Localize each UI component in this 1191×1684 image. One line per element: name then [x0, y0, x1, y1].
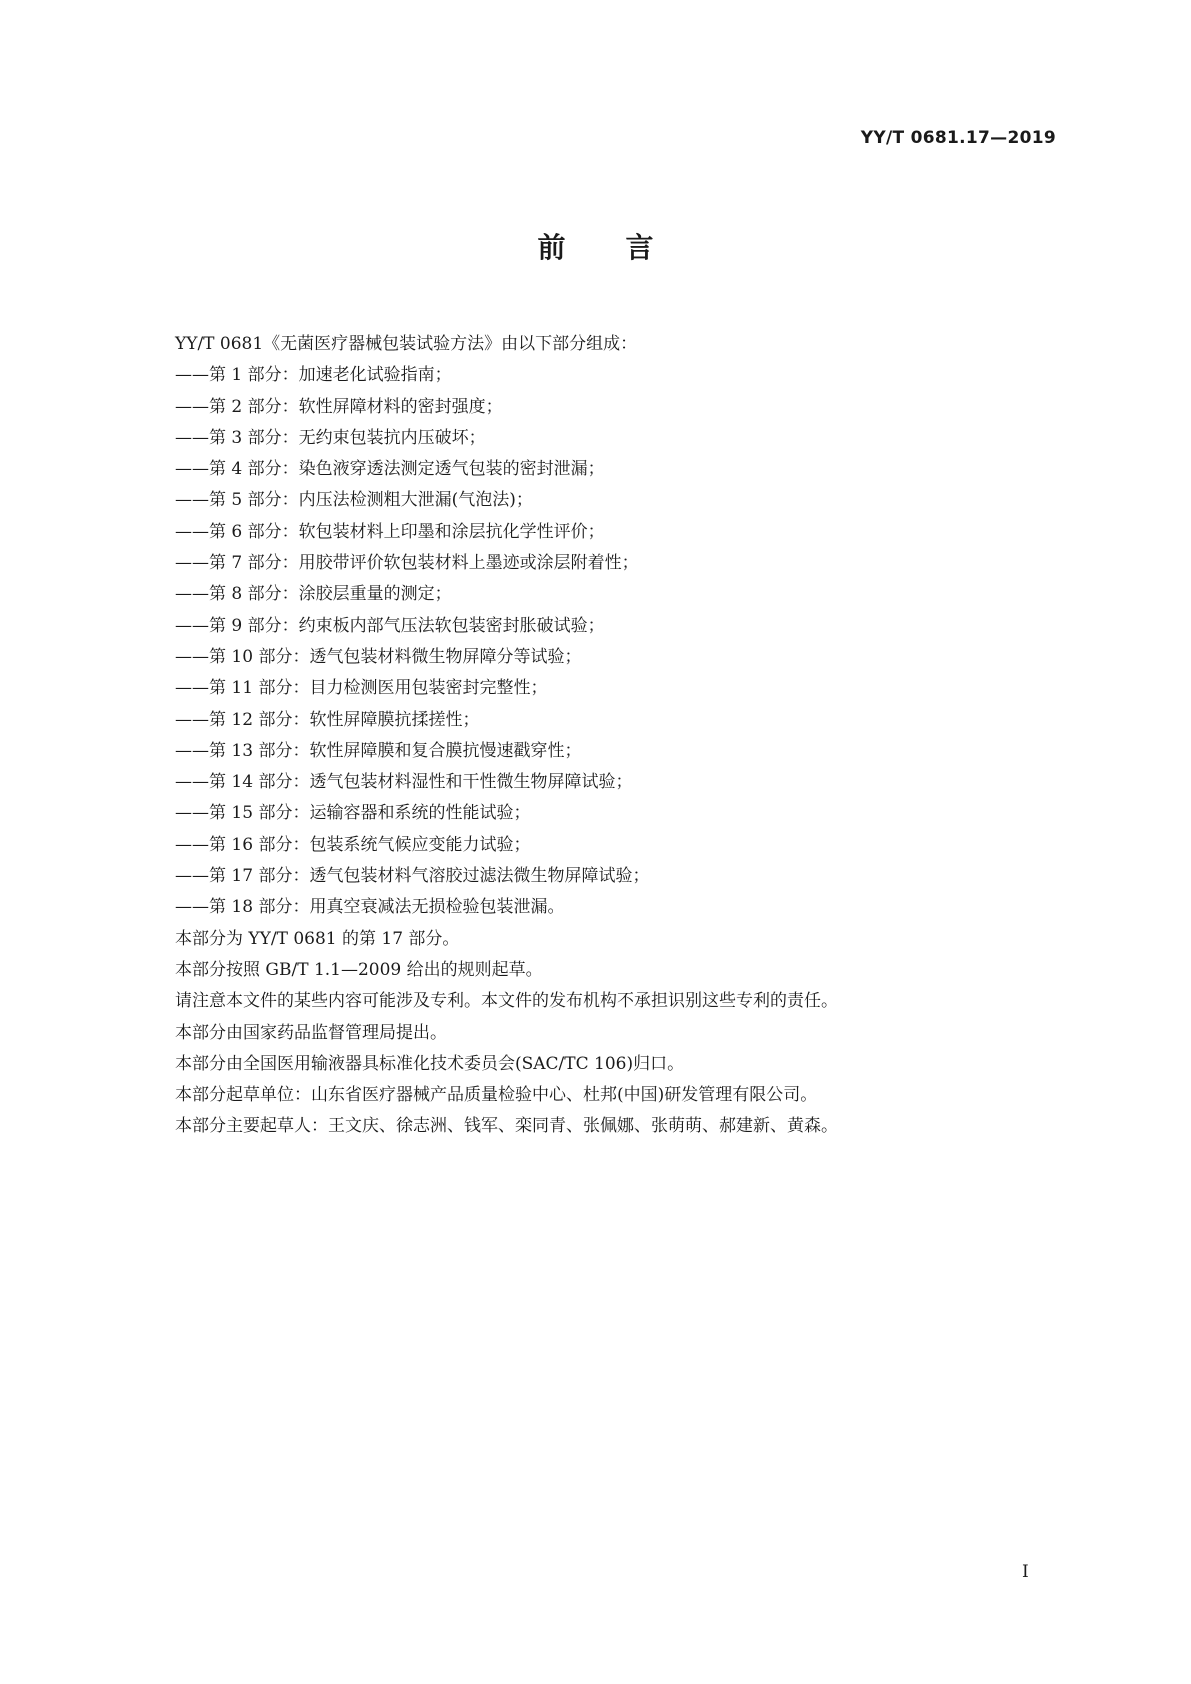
statement-paragraph: 本部分由全国医用输液器具标准化技术委员会(SAC/TC 106)归口。 — [175, 1053, 685, 1074]
list-item: ——第 12 部分：软性屏障膜抗揉搓性； — [175, 709, 480, 730]
statement-paragraph: 本部分起草单位：山东省医疗器械产品质量检验中心、杜邦(中国)研发管理有限公司。 — [175, 1085, 818, 1106]
list-item: ——第 7 部分：用胶带评价软包装材料上墨迹或涂层附着性； — [175, 553, 639, 574]
statement-paragraph: 本部分按照 GB/T 1.1—2009 给出的规则起草。 — [175, 959, 543, 980]
list-item: ——第 3 部分：无约束包装抗内压破坏； — [175, 427, 486, 448]
statement-paragraph: 本部分由国家药品监督管理局提出。 — [175, 1022, 447, 1043]
list-item: ——第 4 部分：染色液穿透法测定透气包装的密封泄漏； — [175, 459, 605, 480]
list-item: ——第 8 部分：涂胶层重量的测定； — [175, 584, 452, 605]
statement-paragraph: 请注意本文件的某些内容可能涉及专利。本文件的发布机构不承担识别这些专利的责任。 — [175, 991, 838, 1012]
list-item: ——第 10 部分：透气包装材料微生物屏障分等试验； — [175, 646, 582, 667]
list-item: ——第 1 部分：加速老化试验指南； — [175, 365, 452, 386]
statement-paragraph: 本部分为 YY/T 0681 的第 17 部分。 — [175, 928, 460, 949]
foreword-body — [175, 329, 1055, 1143]
list-item: ——第 11 部分：目力检测医用包装密封完整性； — [175, 678, 548, 699]
list-item: ——第 9 部分：约束板内部气压法软包装密封胀破试验； — [175, 615, 605, 636]
list-item: ——第 18 部分：用真空衰减法无损检验包装泄漏。 — [175, 897, 565, 918]
page-title: 前言 — [537, 231, 714, 264]
list-item: ——第 13 部分：软性屏障膜和复合膜抗慢速戳穿性； — [175, 740, 582, 761]
list-item: ——第 2 部分：软性屏障材料的密封强度； — [175, 396, 503, 417]
intro-paragraph: YY/T 0681《无菌医疗器械包装试验方法》由以下部分组成： — [175, 334, 638, 354]
list-item: ——第 15 部分：运输容器和系统的性能试验； — [175, 803, 531, 824]
document-code: YY/T 0681.17—2019 — [860, 128, 1056, 148]
statement-paragraph: 本部分主要起草人：王文庆、徐志洲、钱军、栾同青、张佩娜、张萌萌、郝建新、黄森。 — [175, 1116, 838, 1137]
page-number: I — [1022, 1562, 1029, 1582]
list-item: ——第 16 部分：包装系统气候应变能力试验； — [175, 834, 531, 855]
list-item: ——第 6 部分：软包装材料上印墨和涂层抗化学性评价； — [175, 521, 605, 542]
list-item: ——第 14 部分：透气包装材料湿性和干性微生物屏障试验； — [175, 772, 633, 793]
list-item: ——第 5 部分：内压法检测粗大泄漏(气泡法)； — [175, 490, 533, 511]
list-item: ——第 17 部分：透气包装材料气溶胶过滤法微生物屏障试验； — [175, 866, 650, 887]
